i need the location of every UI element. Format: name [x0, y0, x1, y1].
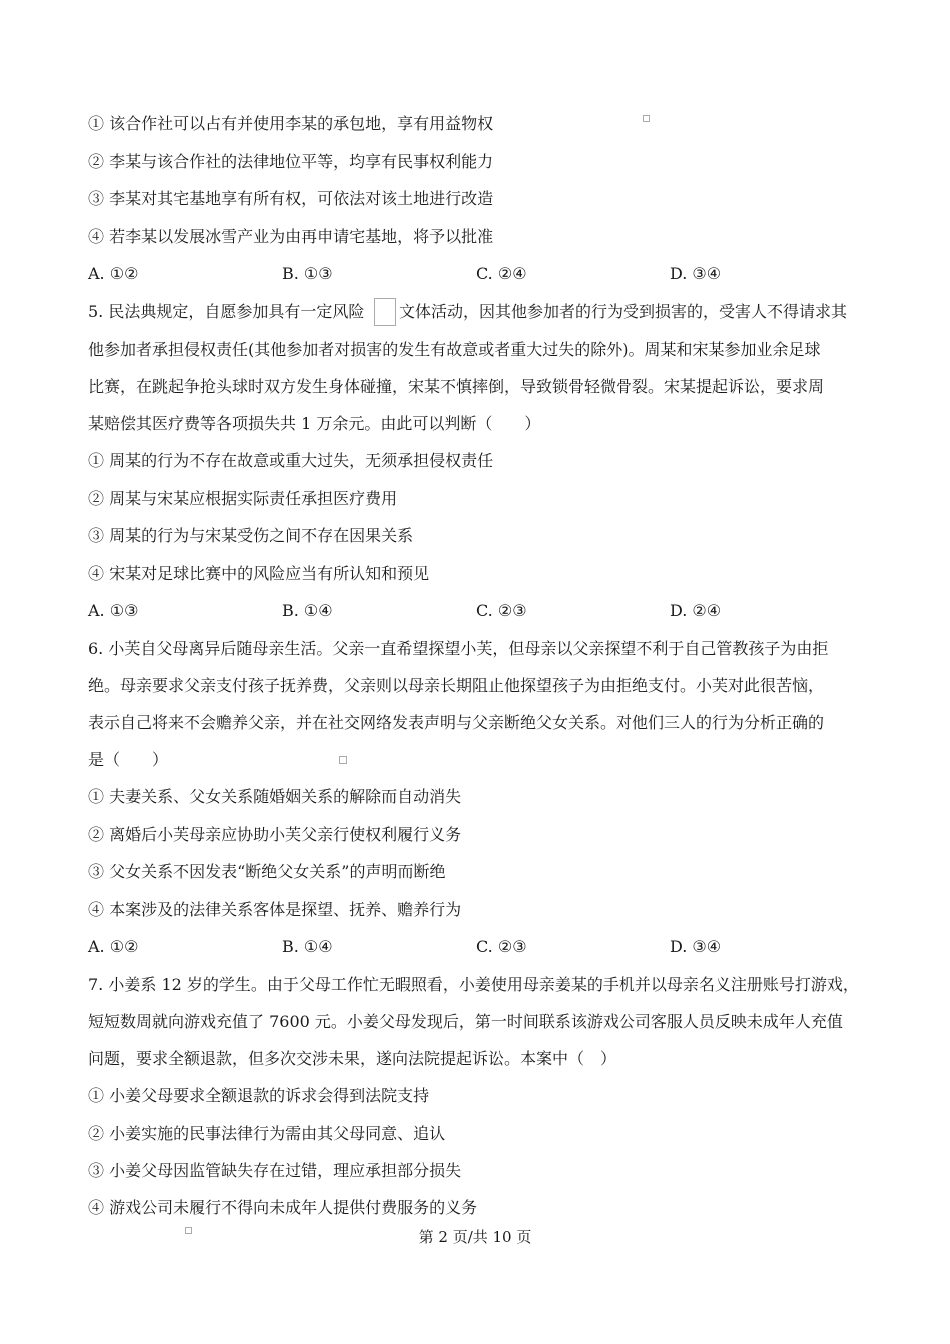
q5-option-a[interactable]: A. ①③: [88, 601, 139, 620]
q6-statement-2: ② 离婚后小芙母亲应协助小芙父亲行使权利履行义务: [88, 825, 462, 844]
q5-statement-4: ④ 宋某对足球比赛中的风险应当有所认知和预见: [88, 564, 430, 583]
q7-stem-line-2: 短短数周就向游戏充值了 7600 元。小姜父母发现后，第一时间联系该游戏公司客服人员反映未成年人充值: [88, 1012, 843, 1031]
q4-option-c[interactable]: C. ②④: [476, 264, 527, 283]
q7-statement-3: ③ 小姜父母因监管缺失存在过错，理应承担部分损失: [88, 1161, 462, 1180]
q4-statement-4: ④ 若李某以发展冰雪产业为由再申请宅基地，将予以批准: [88, 227, 494, 246]
q6-option-b[interactable]: B. ①④: [282, 937, 333, 956]
q4-statement-2: ② 李某与该合作社的法律地位平等，均享有民事权利能力: [88, 152, 494, 171]
q7-statement-1: ① 小姜父母要求全额退款的诉求会得到法院支持: [88, 1086, 430, 1105]
q7-stem-line-3: 问题，要求全额退款，但多次交涉未果，遂向法院提起诉讼。本案中（ ）: [88, 1049, 617, 1068]
q4-statement-3: ③ 李某对其宅基地享有所有权，可依法对该土地进行改造: [88, 189, 494, 208]
q4-option-a[interactable]: A. ①②: [88, 264, 139, 283]
q6-option-c[interactable]: C. ②③: [476, 937, 527, 956]
q5-statement-3: ③ 周某的行为与宋某受伤之间不存在因果关系: [88, 526, 414, 545]
q5-option-c[interactable]: C. ②③: [476, 601, 527, 620]
q6-stem-line-2: 绝。母亲要求父亲支付孩子抚养费，父亲则以母亲长期阻止他探望孩子为由拒绝支付。小芙对此很苦恼，: [88, 676, 825, 695]
decorative-square-mark: [339, 756, 347, 764]
q6-statement-3: ③ 父女关系不因发表“断绝父女关系”的声明而断绝: [88, 862, 446, 881]
q6-stem-line-4: 是（ ）: [88, 750, 169, 769]
q6-statement-4: ④ 本案涉及的法律关系客体是探望、抚养、赡养行为: [88, 900, 462, 919]
q6-option-a[interactable]: A. ①②: [88, 937, 139, 956]
q7-statement-4: ④ 游戏公司未履行不得向未成年人提供付费服务的义务: [88, 1198, 478, 1217]
q4-statement-1: ① 该合作社可以占有并使用李某的承包地，享有用益物权: [88, 114, 494, 133]
q5-stem-line-3: 比赛，在跳起争抢头球时双方发生身体碰撞，宋某不慎摔倒，导致锁骨轻微骨裂。宋某提起诉讼，要求周: [88, 377, 825, 396]
q5-stem-line-2: 他参加者承担侵权责任(其他参加者对损害的发生有故意或者重大过失的除外)。周某和宋某参加业余足球: [88, 340, 821, 359]
decorative-square-mark: [643, 115, 650, 122]
q4-option-b[interactable]: B. ①③: [282, 264, 333, 283]
q7-statement-2: ② 小姜实施的民事法律行为需由其父母同意、追认: [88, 1124, 446, 1143]
q6-stem-line-1: 6. 小芙自父母离异后随母亲生活。父亲一直希望探望小芙，但母亲以父亲探望不利于自己管教孩子为由拒: [88, 639, 829, 658]
q6-stem-line-3: 表示自己将来不会赡养父亲，并在社交网络发表声明与父亲断绝父女关系。对他们三人的行为分析正确的: [88, 713, 825, 732]
blank-box: [374, 298, 396, 326]
q6-option-d[interactable]: D. ③④: [670, 937, 722, 956]
q7-stem-line-1: 7. 小姜系 12 岁的学生。由于父母工作忙无暇照看，小姜使用母亲姜某的手机并以母亲名义注册账号打游戏，: [88, 975, 859, 994]
page-footer: 第 2 页/共 10 页: [418, 1228, 532, 1246]
q6-statement-1: ① 夫妻关系、父女关系随婚姻关系的解除而自动消失: [88, 787, 462, 806]
q5-option-b[interactable]: B. ①④: [282, 601, 333, 620]
q5-option-d[interactable]: D. ②④: [670, 601, 722, 620]
q5-stem-line-4: 某赔偿其医疗费等各项损失共 1 万余元。由此可以判断（ ）: [88, 414, 541, 433]
q5-statement-1: ① 周某的行为不存在故意或重大过失，无须承担侵权责任: [88, 451, 494, 470]
q5-statement-2: ② 周某与宋某应根据实际责任承担医疗费用: [88, 489, 398, 508]
q4-option-d[interactable]: D. ③④: [670, 264, 722, 283]
q5-stem-line-1b: 文体活动，因其他参加者的行为受到损害的，受害人不得请求其: [399, 302, 848, 321]
q5-stem-line-1a: 5. 民法典规定，自愿参加具有一定风险: [88, 302, 365, 321]
